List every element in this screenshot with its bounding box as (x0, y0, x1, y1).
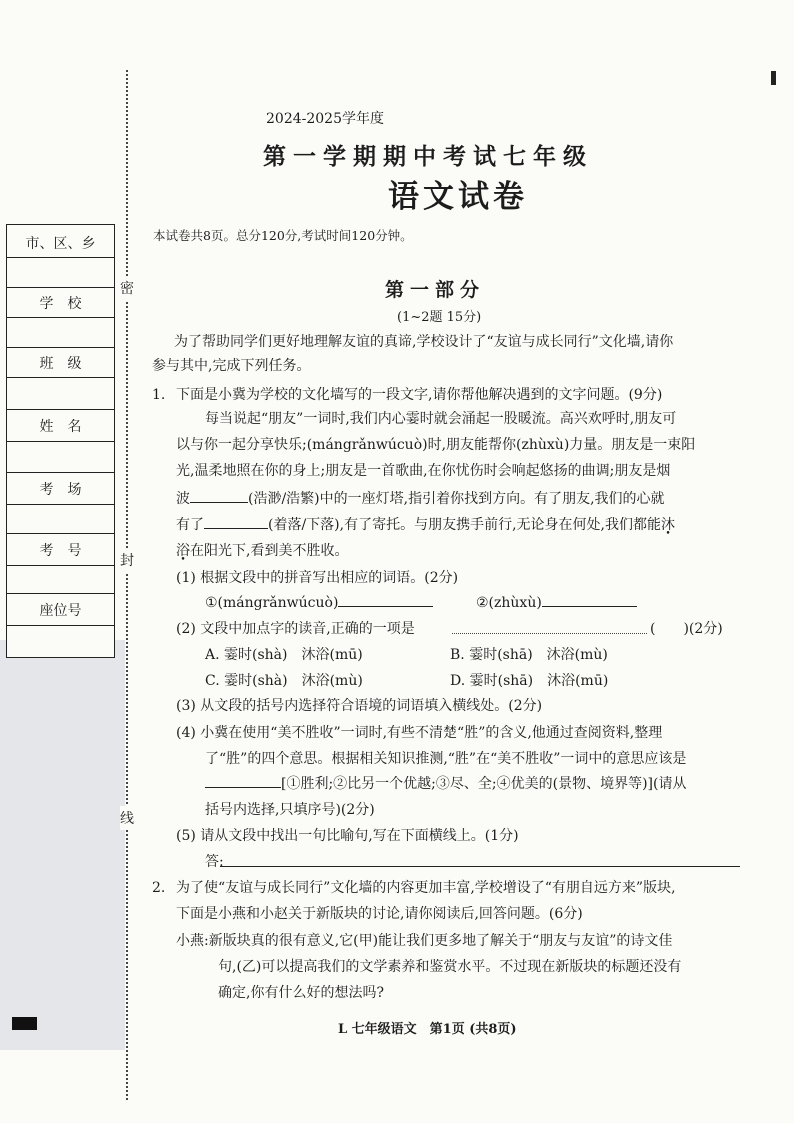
divider (7, 472, 114, 473)
q1-passage-line-3: 光,温柔地照在你的身上;朋友是一首歌曲,在你忧伤时会响起悠扬的曲调;朋友是烟 (176, 463, 671, 479)
blank-haomiao[interactable] (190, 502, 248, 503)
q1-sub2-paren[interactable]: ( )(2分) (650, 621, 723, 637)
q1-passage-l6-end: 在阳光下,看到美不胜收。 (190, 543, 349, 559)
seal-char-mi: 密 (120, 276, 134, 300)
exam-title: 第一学期期中考试七年级 (263, 143, 593, 170)
divider (7, 347, 114, 348)
left-margin-shade (0, 640, 125, 1050)
part-title: 第一部分 (385, 279, 486, 301)
q1-passage-line-5 (176, 513, 675, 537)
q2-line-4: 句,(乙)可以提高我们的文学素养和鉴赏水平。不过现在新版块的标题还没有 (218, 959, 682, 975)
field-seat-number: 座位号 (39, 603, 82, 619)
field-school: 学 校 (39, 296, 82, 312)
q1-sub4-line-3 (205, 772, 686, 796)
answer-blank-1[interactable] (338, 606, 433, 607)
field-name: 姓 名 (39, 419, 82, 435)
q1-sub2: (2) 文段中加点字的读音,正确的一项是 (176, 621, 415, 637)
academic-year: 2024-2025学年度 (266, 111, 384, 127)
q1-passage-line-4 (176, 487, 665, 511)
answer-blank-sheng[interactable] (205, 787, 281, 788)
q1-sub1-a-label: ①(mángrǎnwúcuò) (205, 595, 339, 611)
option-b[interactable]: B. 霎时(shā) 沐浴(mù) (450, 647, 608, 663)
divider (7, 317, 114, 318)
option-d[interactable]: D. 霎时(shā) 沐浴(mū) (450, 673, 609, 689)
divider (7, 409, 114, 410)
divider (7, 593, 114, 594)
q1-stem: 下面是小冀为学校的文化墙写的一段文字,请你帮他解决遇到的文字问题。(9分) (176, 387, 663, 403)
option-c[interactable]: C. 霎时(shà) 沐浴(mù) (205, 673, 363, 689)
divider (7, 533, 114, 534)
intro-line-2: 参与其中,完成下列任务。 (152, 358, 311, 374)
field-exam-room: 考 场 (39, 482, 82, 498)
answer-label: 答: (205, 854, 224, 870)
q2-line-2: 下面是小燕和小赵关于新版块的讨论,请你阅读后,回答问题。(6分) (176, 906, 583, 922)
seal-char-feng: 封 (120, 548, 134, 572)
q1-passage-l5-end: (着落/下落),有了寄托。与朋友携手前行,无论身在何处,我们都能 (268, 517, 661, 533)
answer-line[interactable] (220, 866, 740, 867)
intro-line-1: 为了帮助同学们更好地理解友谊的真谛,学校设计了“友谊与成长同行”文化墙,请你 (174, 334, 674, 350)
q1-passage-line-1: 每当说起“朋友”一词时,我们内心霎时就会涌起一股暖流。高兴欢呼时,朋友可 (205, 411, 677, 427)
q1-sub5: (5) 请从文段中找出一句比喻句,写在下面横线上。(1分) (176, 828, 519, 844)
dotted-char-mu: 沐 (661, 517, 675, 533)
q2-line-1: 为了使“友谊与成长同行”文化墙的内容更加丰富,学校增设了“有朋自远方来”版块, (176, 880, 676, 896)
seal-char-xian: 线 (120, 806, 134, 830)
q1-sub4-line-2: 了“胜”的四个意思。根据相关知识推测,“胜”在“美不胜收”一词中的意思应该是 (205, 751, 687, 767)
q1-sub1-b-label: ②(zhùxù) (476, 595, 542, 611)
divider (7, 287, 114, 288)
blank-zhuoluo[interactable] (204, 528, 268, 529)
divider (7, 441, 114, 442)
q2-line-5: 确定,你有什么好的想法吗? (218, 985, 384, 1001)
q1-passage-l4-end: (浩渺/浩繁)中的一座灯塔,指引着你找到方向。有了朋友,我们的心就 (248, 491, 665, 507)
dot-leader (452, 633, 647, 634)
option-a[interactable]: A. 霎时(shà) 沐浴(mū) (205, 647, 363, 663)
q1-sub1-a (205, 591, 433, 615)
q1-sub4-line-4: 括号内选择,只填序号)(2分) (205, 802, 375, 818)
page-footer: L 七年级语文 第1页 (共8页) (338, 1022, 517, 1037)
q1-passage-l5-start: 有了 (176, 517, 204, 533)
field-class: 班 级 (39, 356, 82, 372)
divider (7, 377, 114, 378)
answer-blank-2[interactable] (542, 606, 637, 607)
divider (7, 504, 114, 505)
scan-marker (12, 1017, 37, 1030)
dotted-char-yu: 浴 (176, 543, 190, 559)
q2-number: 2. (152, 880, 166, 896)
subject-title: 语文试卷 (388, 179, 528, 215)
field-exam-number: 考 号 (39, 543, 82, 559)
q1-sub3: (3) 从文段的括号内选择符合语境的词语填入横线处。(2分) (176, 698, 543, 714)
q1-sub1: (1) 根据文段中的拼音写出相应的词语。(2分) (176, 570, 459, 586)
q1-sub4-line-1: (4) 小冀在使用“美不胜收”一词时,有些不清楚“胜”的含义,他通过查阅资料,整理 (176, 725, 663, 741)
exam-note: 本试卷共8页。总分120分,考试时间120分钟。 (153, 228, 413, 243)
part-subtitle: (1~2题 15分) (397, 310, 482, 325)
field-district: 市、区、乡 (25, 236, 96, 252)
q2-line-3: 小燕:新版块真的很有意义,它(甲)能让我们更多地了解关于“朋友与友谊”的诗文佳 (176, 933, 673, 949)
divider (7, 565, 114, 566)
q1-passage-line-2: 以与你一起分享快乐;(mángrǎnwúcuò)时,朋友能帮你(zhùxù)力量。朋友是一束阳 (176, 437, 696, 453)
seal-line (126, 70, 128, 1100)
student-info-box (6, 224, 115, 658)
divider (7, 257, 114, 258)
divider (7, 625, 114, 626)
q1-passage-l4-start: 波 (176, 491, 190, 507)
q1-passage-line-6 (176, 539, 348, 563)
q1-sub1-b (476, 591, 637, 615)
q1-sub4-l3-text: [①胜利;②比另一个优越;③尽、全;④优美的(景物、境界等)](请从 (281, 776, 687, 792)
q1-number: 1. (152, 387, 166, 403)
corner-mark (771, 71, 776, 85)
